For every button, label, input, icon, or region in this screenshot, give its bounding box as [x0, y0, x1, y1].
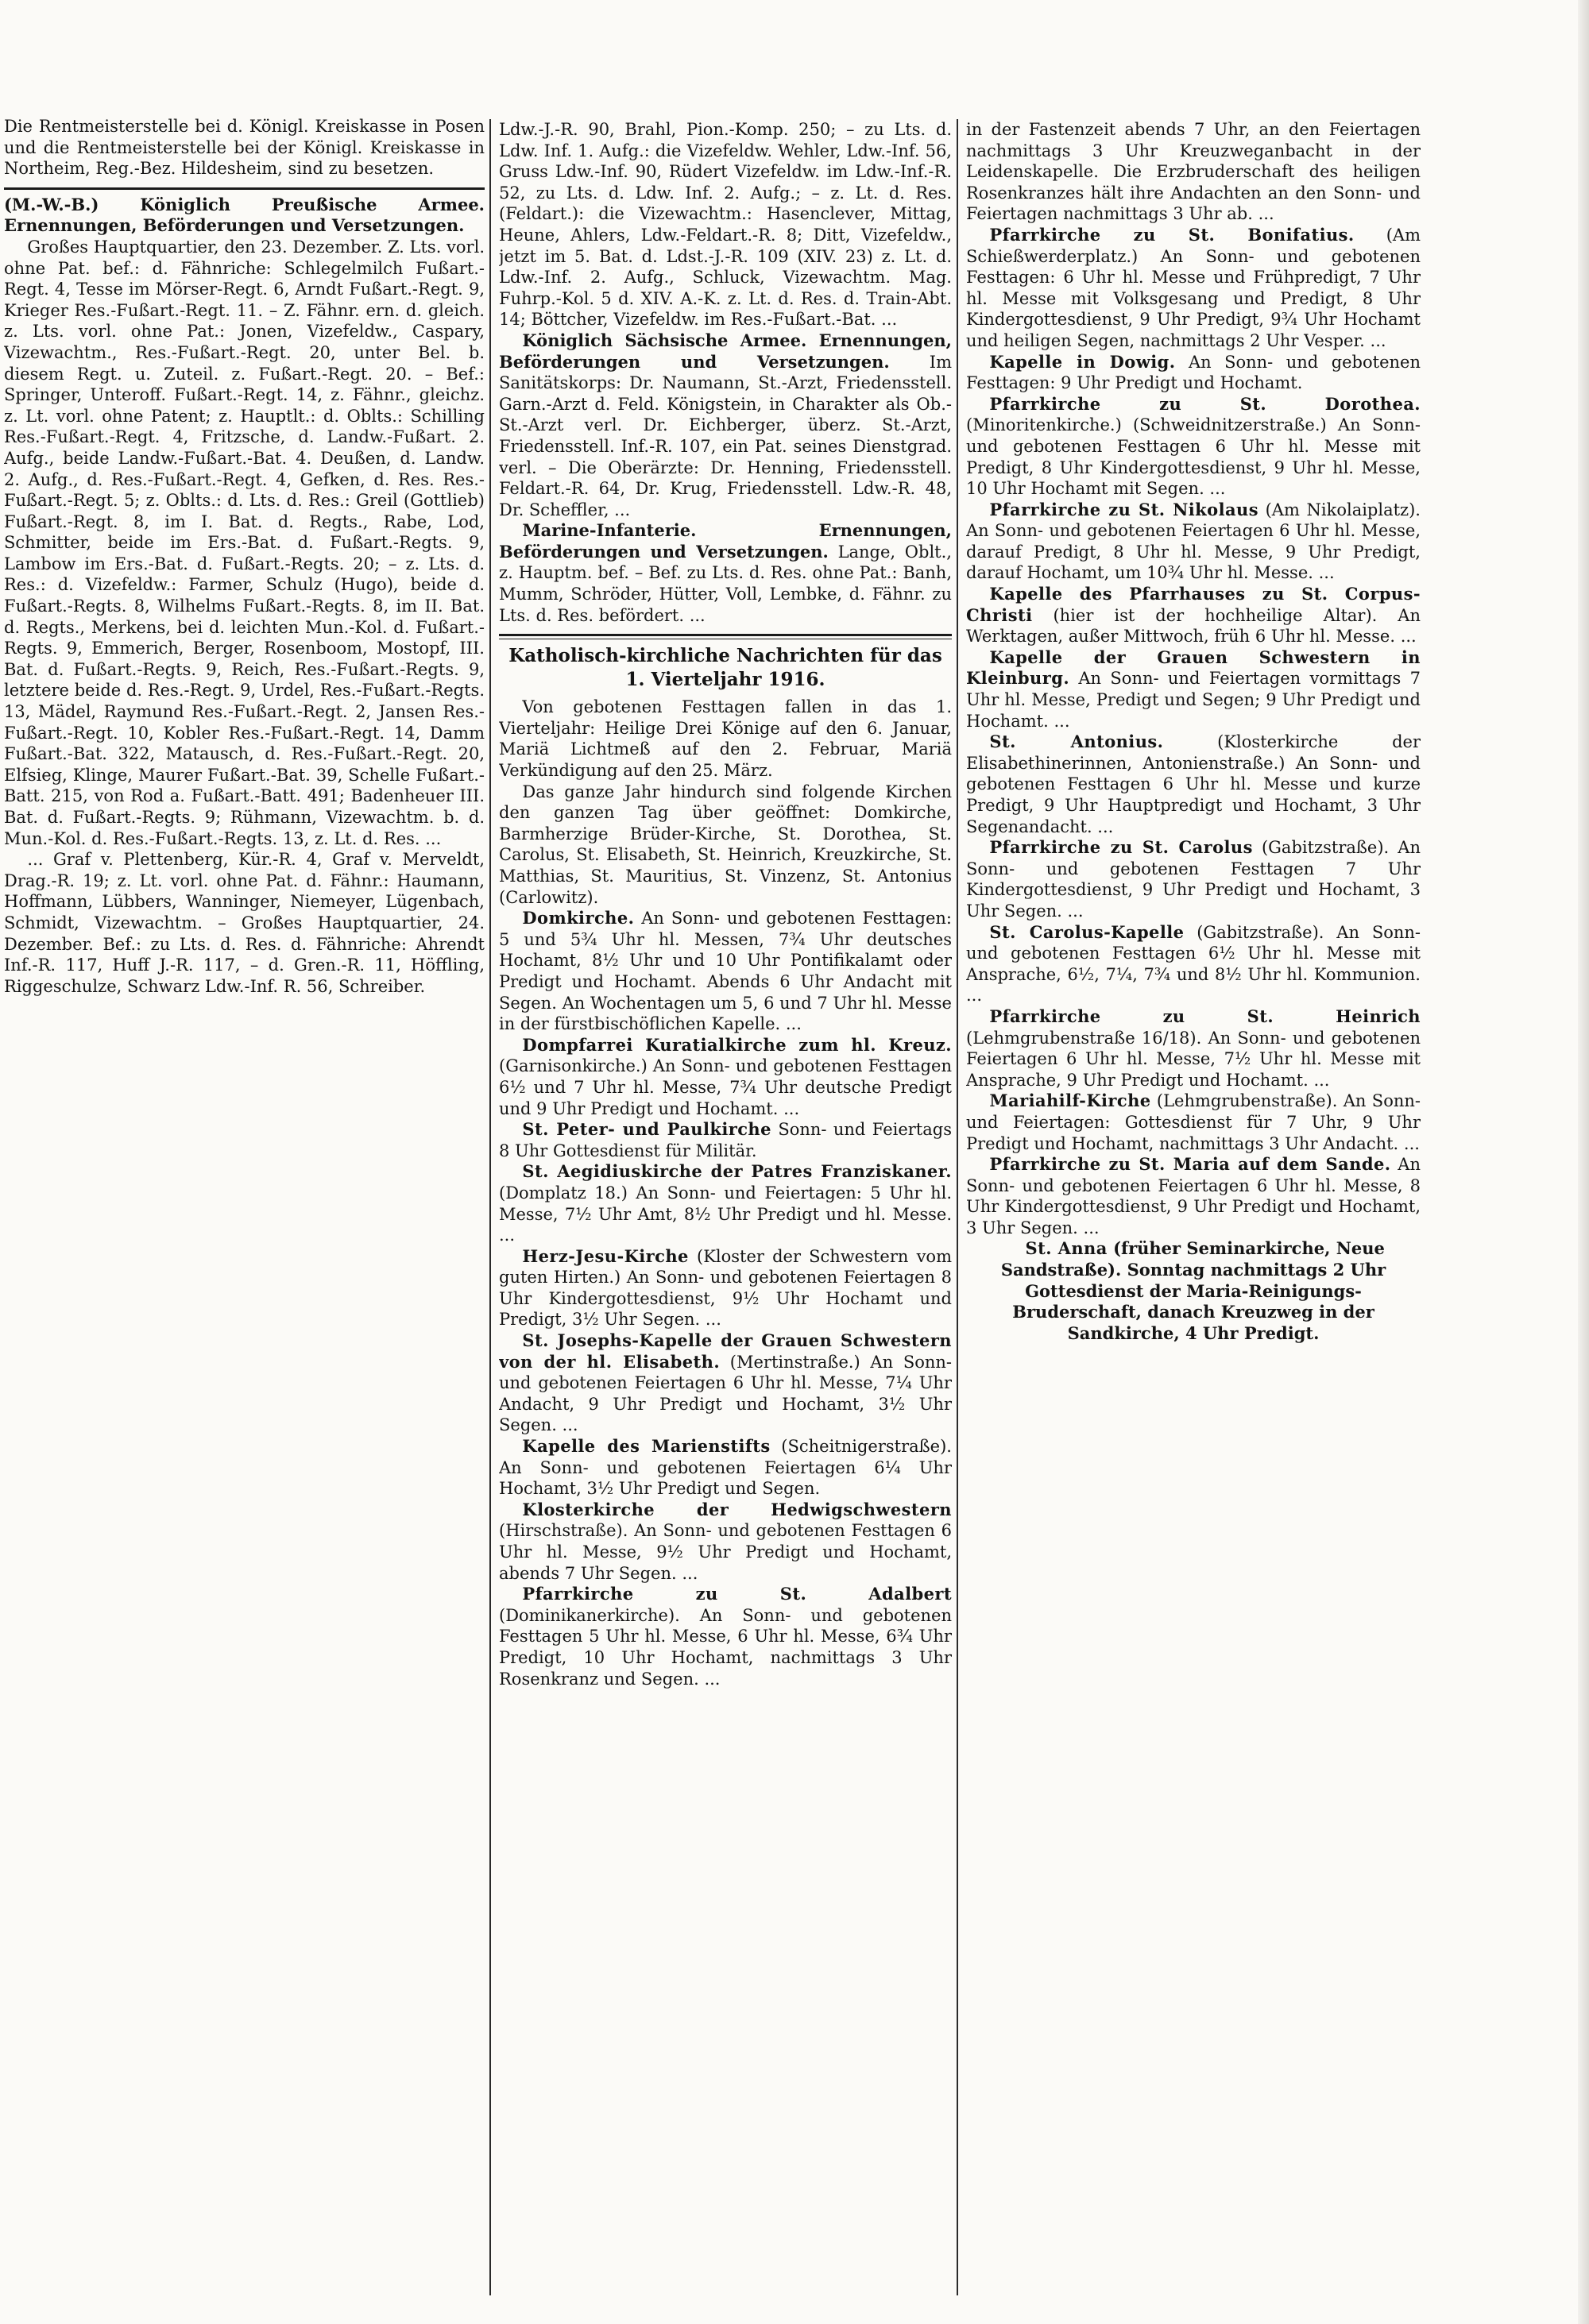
church-entry	[966, 352, 1421, 394]
church-entry	[499, 1500, 952, 1584]
paragraph-saxony	[499, 330, 952, 520]
church-name: Pfarrkirche zu St. Heinrich	[989, 1006, 1421, 1026]
column-saxony-and-catholic-news	[499, 119, 952, 2299]
text-marine: Lange, Oblt., z. Hauptm. bef. – Bef. zu Lts. d. Res. ohne Pat.: Banh, Mumm, Schröder, Hütter, Voll, Lembke, d. Fähnr. zu Lts. d. Res. befördert. ...	[499, 542, 952, 625]
church-schedule: (Scheitnigerstraße). An Sonn- und gebotenen Feiertagen 6¼ Uhr Hochamt, 3½ Uhr Predigt und Segen.	[499, 1437, 952, 1499]
church-entry	[499, 1119, 952, 1161]
church-schedule: (Kloster der Schwestern vom guten Hirten.) An Sonn- und gebotenen Feiertagen 8 Uhr Kindergottesdienst, 9½ Uhr Hochamt und Predigt, 3½ Uhr Segen. ...	[499, 1246, 952, 1330]
church-entry	[966, 500, 1421, 584]
church-entry	[966, 837, 1421, 921]
heading-catholic-news: Katholisch-kirchliche Nachrichten für das 1. Vierteljahr 1916.	[508, 645, 942, 691]
church-entry	[499, 1584, 952, 1689]
church-name: Pfarrkirche zu St. Maria auf dem Sande.	[989, 1154, 1391, 1175]
heading-prussian-army: (M.-W.-B.) Königlich Preußische Armee. Ernennungen, Beförderungen und Versetzungen.	[4, 194, 485, 236]
church-schedule: (Lehmgrubenstraße 16/18). An Sonn- und gebotenen Feiertagen 6 Uhr hl. Messe, 7½ Uhr hl. Messe mit Ansprache, 9 Uhr Predigt und Hochamt. ...	[966, 1028, 1421, 1090]
church-schedule: (Domplatz 18.) An Sonn- und Feiertagen: 5 Uhr hl. Messe, 7½ Uhr Amt, 8½ Uhr Predigt und hl. Messe. ...	[499, 1183, 952, 1245]
church-name: Pfarrkirche zu St. Carolus	[989, 837, 1253, 858]
paragraph-catholic-open-churches: Das ganze Jahr hindurch sind folgende Kirchen den ganzen Tag über geöffnet: Domkirche, Barmherzige Brüder-Kirche, St. Dorothea, St. Carolus, St. Elisabeth, St. Heinrich, Kreuzkirche, St. Matthias, St. Mauritius, St. Vinzenz, St. Antonius (Carlowitz).	[499, 782, 952, 907]
church-name: Pfarrkirche zu St. Adalbert	[522, 1584, 952, 1604]
column-military-appointments	[4, 116, 485, 2296]
church-entry	[499, 1246, 952, 1330]
church-schedule: (hier ist der hochheilige Altar). An Werktagen, außer Mittwoch, früh 6 Uhr hl. Messe. ...	[966, 605, 1421, 647]
church-entry	[966, 647, 1421, 732]
church-entry	[966, 584, 1421, 647]
church-name: Pfarrkirche zu St. Dorothea.	[989, 393, 1421, 414]
church-entry	[966, 225, 1421, 352]
church-schedule: Sonn- und Feiertags 8 Uhr Gottesdienst für Militär.	[499, 1120, 952, 1160]
church-entry	[499, 1330, 952, 1436]
church-entry	[966, 922, 1421, 1006]
church-schedule: An Sonn- und gebotenen Festtagen: 5 und 5¾ Uhr hl. Messen, 7¾ Uhr deutsches Hochamt, 8½ Uhr und 10 Uhr Pontifikalamt oder Predigt und Hochamt. Abends 6 Uhr Andacht mit Segen. An Wochentagen um 5, 6 und 7 Uhr hl. Messe in der fürstbischöflichen Kapelle. ...	[499, 909, 952, 1034]
church-schedule: An Sonn- und gebotenen Feiertagen 6 Uhr hl. Messe, 8 Uhr Kindergottesdienst, 9 Uhr Predigt und Hochamt, 3 Uhr Segen. ...	[966, 1155, 1421, 1237]
church-schedule: An Sonn- und gebotenen Festtagen: 9 Uhr Predigt und Hochamt.	[966, 352, 1421, 393]
column-parish-schedules	[966, 119, 1421, 2299]
church-schedule: (Gabitzstraße). An Sonn- und gebotenen Festtagen 7 Uhr Kindergottesdienst, 9 Uhr Predigt und Hochamt, 3 Uhr Segen. ...	[966, 838, 1421, 921]
church-schedule: (Mertinstraße.) An Sonn- und gebotenen Feiertagen 6 Uhr hl. Messe, 7¼ Uhr Andacht, 9 Uhr Predigt und Hochamt, 3½ Uhr Segen. ...	[499, 1352, 952, 1435]
church-name: Domkirche.	[522, 908, 635, 928]
church-name: St. Antonius.	[989, 732, 1164, 752]
church-entry	[966, 732, 1421, 837]
paragraph-col2-intro: Ldw.-J.-R. 90, Brahl, Pion.-Komp. 250; – zu Lts. d. Ldw. Inf. 1. Aufg.: die Vizefeldw. Wehler, Ldw.-Inf. 56, Gruss Ldw.-Inf. 90, Rüdert Vizefeldw. im Ldw.-Inf.-R. 52, zu Lts. d. Ldw. Inf. 2. Aufg.; – z. Lt. d. Res. (Feldart.): die Vizewachtm.: Hasenclever, Mittag, Heune, Ahlers, Ldw.-Feldart.-R. 8; Ditt, Vizefeldw., jetzt im 5. Bat. d. Ldst.-J.-R. 109 (XIV. 23) z. Lt. d. Ldw.-Inf. 2. Aufg., Schluck, Vizewachtm. Mag. Fuhrp.-Kol. 5 d. XIV. A.-K. z. Lt. d. Res. d. Train-Abt. 14; Böttcher, Vizefeldw. im Res.-Fußart.-Bat. ...	[499, 120, 952, 330]
section-divider-catholic	[499, 634, 952, 639]
church-name: Kapelle in Dowig.	[989, 351, 1176, 372]
paragraph-col3-intro: in der Fastenzeit abends 7 Uhr, an den Feiertagen nachmittags 3 Uhr Kreuzweganbacht in der Leidenskapelle. Die Erzbruderschaft des heiligen Rosenkranzes hält ihre Andachten an den Sonn- und Feiertagen nachmittags 3 Uhr ab. ...	[966, 120, 1421, 224]
church-entry-last	[966, 1238, 1421, 1344]
church-entry	[499, 908, 952, 1035]
church-schedule: An Sonn- und Feiertagen vormittags 7 Uhr hl. Messe, Predigt und Segen; 9 Uhr Predigt und Hochamt. ...	[966, 669, 1421, 731]
church-entry	[966, 1154, 1421, 1238]
church-name: Pfarrkirche zu St. Bonifatius.	[989, 224, 1355, 245]
section-divider	[4, 187, 485, 190]
paragraph-marine	[499, 520, 952, 626]
heading-marine-infanterie: Marine-Infanterie. Ernennungen, Beförderungen und Versetzungen.	[499, 520, 952, 562]
church-name: St. Carolus-Kapelle	[989, 921, 1185, 942]
church-name: Kapelle des Marienstifts	[522, 1436, 771, 1457]
church-entry	[966, 1091, 1421, 1154]
church-schedule: (Lehmgrubenstraße). An Sonn- und Feiertagen: Gottesdienst für 7 Uhr, 9 Uhr Predigt und Hochamt, nachmittags 3 Uhr Andacht. ...	[966, 1091, 1421, 1153]
column-rule-left	[489, 119, 491, 2295]
church-schedule: (Gabitzstraße). An Sonn- und gebotenen Festtagen 6½ Uhr hl. Messe mit Ansprache, 6½, 7¼, 7¾ und 8½ Uhr hl. Kommunion. ...	[966, 922, 1421, 1006]
paragraph-hauptquartier-24-dec: ... Graf v. Plettenberg, Kür.-R. 4, Graf v. Merveldt, Drag.-R. 19; z. Lt. vorl. ohne Pat. d. Fähnr.: Haumann, Hoffmann, Lübbers, Wanninger, Niemeyer, Lügenbach, Schmidt, Vizewachtm. – Großes Hauptquartier, 24. Dezember. Bef.: zu Lts. d. Res. d. Fähnriche: Ahrendt Inf.-R. 117, Huff J.-R. 117, – d. Gren.-R. 11, Höffling, Riggeschulze, Schwarz Ldw.-Inf. R. 56, Schreiber.	[4, 850, 485, 996]
church-schedule: (Am Schießwerderplatz.) An Sonn- und gebotenen Festtagen: 6 Uhr hl. Messe und Frühpredigt, 7 Uhr hl. Messe mit Volksgesang und Predigt, 8 Uhr Kindergottesdienst, 9 Uhr Predigt, 9¾ Uhr Hochamt und heiligen Segen, nachmittags 2 Uhr Vesper. ...	[966, 225, 1421, 350]
church-schedule: (Minoritenkirche.) (Schweidnitzerstraße.) An Sonn- und gebotenen Festtagen 6 Uhr hl. Messe mit Predigt, 8 Uhr Kindergottesdienst, 9 Uhr hl. Messe, 10 Uhr Hochamt mit Segen. ...	[966, 415, 1421, 499]
church-name: St. Anna	[1025, 1238, 1108, 1259]
church-name: Pfarrkirche zu St. Nikolaus	[989, 499, 1258, 519]
church-name: Mariahilf-Kirche	[989, 1091, 1151, 1111]
church-entry	[499, 1436, 952, 1500]
church-name: St. Peter- und Paulkirche	[522, 1119, 771, 1140]
church-name: Dompfarrei Kuratialkirche zum hl. Kreuz.	[522, 1034, 952, 1055]
church-name: Herz-Jesu-Kirche	[522, 1245, 689, 1266]
church-entry	[499, 1035, 952, 1119]
church-schedule: (Garnisonkirche.) An Sonn- und gebotenen Festtagen 6½ und 7 Uhr hl. Messe, 7¾ Uhr deutsche Predigt und 9 Uhr Predigt und Hochamt. ...	[499, 1056, 952, 1118]
church-entry	[966, 1006, 1421, 1091]
notice-rentmeister: Die Rentmeisterstelle bei d. Königl. Kreiskasse in Posen und die Rentmeisterstelle bei der Königl. Kreiskasse in Northeim, Reg.-Bez. Hildesheim, sind zu besetzen.	[4, 117, 485, 179]
church-name: St. Aegidiuskirche der Patres Franziskaner.	[522, 1161, 952, 1182]
church-name: Kapelle der Grauen Schwestern in Kleinburg.	[966, 647, 1421, 689]
church-schedule: (Hirschstraße). An Sonn- und gebotenen Festtagen 6 Uhr hl. Messe, 9½ Uhr Predigt und Hochamt, abends 7 Uhr Segen. ...	[499, 1521, 952, 1583]
heading-saxony-army: Königlich Sächsische Armee. Ernennungen, Beförderungen und Versetzungen.	[499, 330, 952, 372]
church-entry	[499, 1161, 952, 1245]
paragraph-hauptquartier-23-dec: Großes Hauptquartier, den 23. Dezember. Z. Lts. vorl. ohne Pat. bef.: d. Fähnriche: Schlegelmilch Fußart.-Regt. 4, Tesse im Mörser-Regt. 6, Arndt Fußart.-Regt. 9, Krieger Res.-Fußart.-Regt. 11. – Z. Fähnr. ern. d. gleich. z. Lts. vorl. ohne Pat.: Jonen, Vizefeldw., Caspary, Vizewachtm., Res.-Fußart.-Regt. 20, unter Bel. b. diesem Regt. u. Zuteil. z. Fußart.-Regt. 20. – Bef.: Springer, Unteroff. Fußart.-Regt. 14, z. Fähnr., gleichz. z. Lt. vorl. ohne Patent; z. Hauptlt.: d. Oblts.: Schilling Res.-Fußart.-Regt. 4, Fritzsche, d. Landw.-Fußart. 2. Aufg., beide Landw.-Fußart.-Bat. 4. Deußen, d. Landw. 2. Aufg., d. Res.-Fußart.-Regt. 4, Gefken, d. Res. Res.-Fußart.-Regt. 5; z. Oblts.: d. Lts. d. Res.: Greil (Gottlieb) Fußart.-Regt. 8, im I. Bat. d. Regts., Rabe, Lod, Schmitter, beide im Ers.-Bat. d. Fußart.-Regts. 9, Lambow im Ers.-Bat. d. Fußart.-Regts. 20; – z. Lts. d. Res.: d. Vizefeldw.: Farmer, Schulz (Hugo), beide d. Fußart.-Regts. 8, Wilhelms Fußart.-Regts. 8, im II. Bat. d. Regts., Merkens, bei d. leichten Mun.-Kol. d. Fußart.-Regts. 9, Emmerich, Berger, Rosenboom, Mostopf, III. Bat. d. Fußart.-Regts. 9, Reich, Res.-Fußart.-Regts. 9, letztere beide d. Res.-Regt. 9, Urdel, Res.-Fußart.-Regts. 13, Mädel, Raymund Res.-Fußart.-Regt. 2, Jansen Res.-Fußart.-Regt. 10, Kobler Res.-Fußart.-Regt. 14, Damm Fußart.-Bat. 322, Matausch, d. Res.-Fußart.-Regt. 20, Elfsieg, Klinge, Maurer Fußart.-Bat. 39, Schelle Fußart.-Batt. 215, von Rod a. Fußart.-Batt. 491; Badenheuer III. Bat. d. Fußart.-Regts. 9; Rühmann, Vizewachtm. b. d. Mun.-Kol. d. Res.-Fußart.-Regts. 13, z. Lt. d. Res. ...	[4, 237, 485, 848]
church-schedule: (früher Seminarkirche, Neue Sandstraße). Sonntag nachmittags 2 Uhr Gottesdienst der Maria-Reinigungs-Bruderschaft, danach Kreuzweg in der Sandkirche, 4 Uhr Predigt.	[1000, 1238, 1386, 1343]
church-schedule: (Dominikanerkirche). An Sonn- und gebotenen Festtagen 5 Uhr hl. Messe, 6 Uhr hl. Messe, 6¾ Uhr Predigt, 10 Uhr Hochamt, nachmittags 3 Uhr Rosenkranz und Segen. ...	[499, 1605, 952, 1689]
church-schedule: (Am Nikolaiplatz). An Sonn- und gebotenen Feiertagen 6 Uhr hl. Messe, darauf Predigt, 8 Uhr hl. Messe, 9 Uhr Predigt, darauf Hochamt, um 10¾ Uhr hl. Messe. ...	[966, 500, 1421, 583]
church-name: Kapelle des Pfarrhauses zu St. Corpus-Christi	[966, 584, 1421, 625]
scan-edge	[1578, 0, 1589, 2324]
column-rule-right	[957, 119, 958, 2295]
church-schedule: (Klosterkirche der Elisabethinerinnen, Antonienstraße.) An Sonn- und gebotenen Festtagen 6 Uhr hl. Messe und kurze Predigt, 9 Uhr Hauptpredigt und Hochamt, 3 Uhr Segenandacht. ...	[966, 732, 1421, 836]
paragraph-catholic-intro: Von gebotenen Festtagen fallen in das 1. Vierteljahr: Heilige Drei Könige auf den 6. Januar, Mariä Lichtmeß auf den 2. Februar, Mariä Verkündigung auf den 25. März.	[499, 697, 952, 781]
church-entry	[966, 394, 1421, 500]
church-name: St. Josephs-Kapelle der Grauen Schwestern von der hl. Elisabeth.	[499, 1330, 952, 1372]
text-saxony: Im Sanitätskorps: Dr. Naumann, St.-Arzt, Friedensstell. Garn.-Arzt d. Feld. Königstein, in Charakter als Ob.-St.-Arzt verl. Dr. Eichberger, überz. St.-Arzt, Friedensstell. Inf.-R. 107, ein Pat. seines Dienstgrad. verl. – Die Oberärzte: Dr. Henning, Friedensstell. Feldart.-R. 64, Dr. Krug, Friedensstell. Ldw.-R. 48, Dr. Scheffler, ...	[499, 352, 952, 519]
church-name: Klosterkirche der Hedwigschwestern	[522, 1499, 952, 1519]
